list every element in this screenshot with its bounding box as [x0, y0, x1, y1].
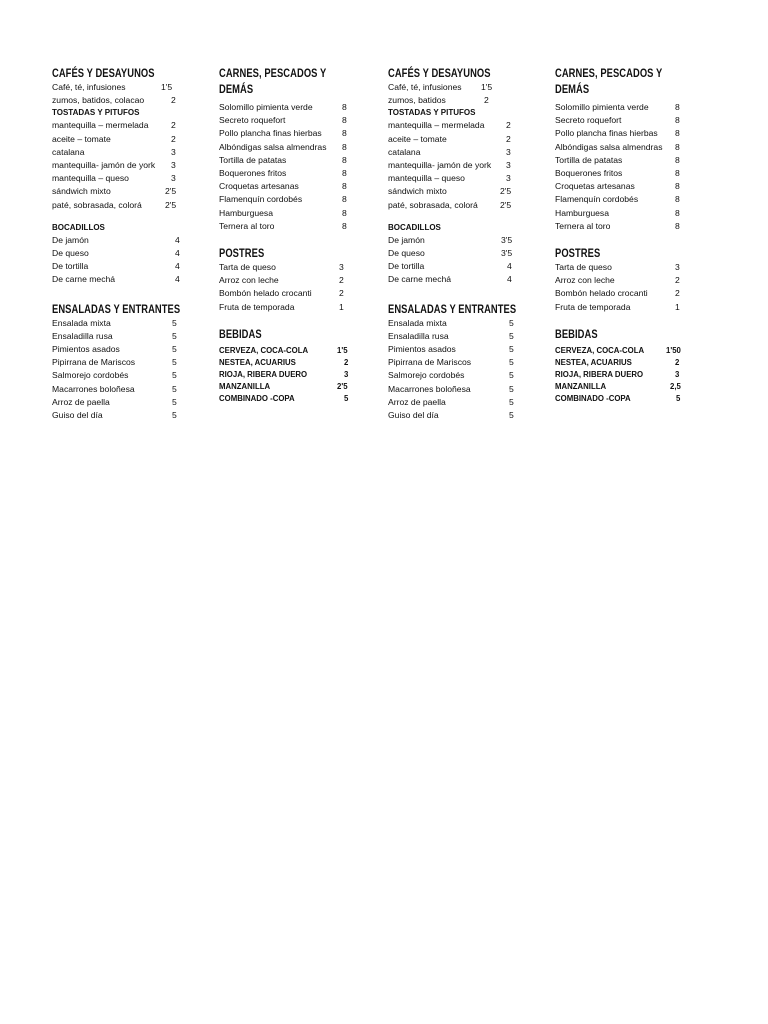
menu-item: Pimientos asados 5 [52, 344, 177, 355]
menu-item: Guiso del día 5 [388, 410, 514, 421]
carnes-list [555, 101, 715, 233]
ensaladas-list [388, 317, 548, 423]
menu-item: mantequilla – queso 3 [52, 173, 176, 184]
bebidas-list [555, 345, 715, 405]
menu-item: NESTEA, ACUARIUS 2 [219, 357, 349, 367]
menu-item: Hamburguesa 8 [219, 207, 347, 218]
menu-item: Bombón helado crocanti 2 [555, 288, 680, 299]
menu-item: De carne mechá 4 [388, 274, 512, 285]
section-title-ensaladas: ENSALADAS Y ENTRANTES [52, 301, 181, 316]
menu-item: zumos, batidos 2 [388, 95, 489, 106]
menu-item: Ensaladilla rusa 5 [388, 330, 514, 341]
cafes-list [52, 81, 212, 107]
menu-item: Hamburguesa 8 [555, 207, 680, 218]
menu-item: De queso 4 [52, 248, 180, 259]
menu-item: Ternera al toro 8 [219, 220, 347, 231]
menu-item: Pipirrana de Mariscos 5 [388, 357, 514, 368]
menu-item: Secreto roquefort 8 [219, 115, 347, 126]
menu-item: Ternera al toro 8 [555, 220, 680, 231]
carnes-list [219, 101, 379, 233]
section-title-postres: POSTRES [219, 246, 265, 261]
menu-item: catalana 3 [388, 146, 511, 157]
section-title-carnes: CARNES, PESCADOS Y DEMÁS [219, 66, 327, 96]
ensaladas-list [52, 317, 212, 423]
menu-item: zumos, batidos, colacao 2 [52, 95, 176, 106]
menu-item: Boquerones fritos 8 [219, 168, 347, 179]
section-title-bocadillos: BOCADILLOS [52, 222, 105, 232]
section-title-carnes: CARNES, PESCADOS Y DEMÁS [555, 66, 663, 96]
section-title-tostadas: TOSTADAS Y PITUFOS [388, 108, 476, 118]
menu-item: sándwich mixto 2'5 [388, 186, 512, 197]
menu-item: COMBINADO -COPA 5 [555, 393, 681, 403]
menu-item: CERVEZA, COCA-COLA 1'5 [219, 345, 348, 355]
menu-item: Albóndigas salsa almendras 8 [555, 141, 680, 152]
menu-item: mantequilla- jamón de york 3 [388, 160, 511, 171]
menu-item: De jamón 4 [52, 234, 180, 245]
menu-column-2 [219, 65, 379, 405]
section-title-ensaladas: ENSALADAS Y ENTRANTES [388, 301, 517, 316]
menu-item: Guiso del día 5 [52, 410, 177, 421]
menu-item: MANZANILLA 2,5 [555, 381, 681, 391]
menu-item: mantequilla – mermelada 2 [388, 120, 511, 131]
menu-item: Croquetas artesanas 8 [219, 181, 347, 192]
menu-item: Pollo plancha finas hierbas 8 [555, 128, 680, 139]
menu-item: Salmorejo cordobés 5 [388, 370, 514, 381]
menu-item: Boquerones fritos 8 [555, 168, 680, 179]
menu-item: Pollo plancha finas hierbas 8 [219, 128, 347, 139]
menu-item: Café, té, infusiones 1'5 [52, 82, 173, 92]
menu-item: Ensalada mixta 5 [52, 317, 177, 328]
postres-list [555, 261, 715, 314]
menu-item: Fruta de temporada 1 [219, 301, 344, 312]
menu-item: paté, sobrasada, colorá 2'5 [52, 199, 177, 210]
section-title-tostadas: TOSTADAS Y PITUFOS [52, 108, 140, 118]
menu-item: Solomillo pimienta verde 8 [219, 102, 347, 112]
menu-item: Arroz de paella 5 [52, 396, 177, 407]
menu-column-1 [52, 65, 212, 422]
section-title-cafes: CAFÉS Y DESAYUNOS [52, 66, 155, 80]
menu-item: Tarta de queso 3 [555, 262, 680, 273]
menu-item: mantequilla – queso 3 [388, 173, 511, 184]
menu-item: CERVEZA, COCA-COLA 1'50 [555, 345, 681, 355]
menu-item: Secreto roquefort 8 [555, 115, 680, 126]
menu-item: MANZANILLA 2'5 [219, 381, 348, 391]
menu-item: mantequilla- jamón de york 3 [52, 160, 176, 171]
menu-item: Croquetas artesanas 8 [555, 181, 680, 192]
section-title-cafes: CAFÉS Y DESAYUNOS [388, 66, 491, 80]
menu-item: Arroz con leche 2 [555, 275, 680, 286]
menu-item: aceite – tomate 2 [388, 133, 511, 144]
menu-item: Arroz con leche 2 [219, 275, 344, 286]
cafes-list [388, 81, 548, 107]
menu-item: De tortilla 4 [52, 261, 180, 272]
menu-item: paté, sobrasada, colorá 2'5 [388, 199, 512, 210]
bocadillos-list [388, 234, 548, 287]
section-title-bebidas: BEBIDAS [219, 326, 262, 341]
menu-item: Fruta de temporada 1 [555, 301, 680, 312]
menu-item: Solomillo pimienta verde 8 [555, 102, 680, 112]
tostadas-list [388, 119, 548, 211]
menu-item: Tortilla de patatas 8 [555, 154, 680, 165]
menu-item: mantequilla – mermelada 2 [52, 120, 176, 131]
menu-item: Ensaladilla rusa 5 [52, 330, 177, 341]
menu-item: aceite – tomate 2 [52, 133, 176, 144]
menu-item: Tarta de queso 3 [219, 262, 344, 273]
menu-item: Salmorejo cordobés 5 [52, 370, 177, 381]
bebidas-list [219, 345, 379, 405]
menu-column-3 [388, 65, 548, 422]
tostadas-list [52, 119, 212, 211]
menu-item: RIOJA, RIBERA DUERO 3 [219, 369, 349, 379]
menu-item: De tortilla 4 [388, 261, 512, 272]
section-title-bocadillos: BOCADILLOS [388, 222, 441, 232]
menu-item: Ensalada mixta 5 [388, 317, 514, 328]
menu-item: RIOJA, RIBERA DUERO 3 [555, 369, 680, 379]
menu-item: Pipirrana de Mariscos 5 [52, 357, 177, 368]
postres-list [219, 261, 379, 314]
menu-item: Bombón helado crocanti 2 [219, 288, 344, 299]
menu-item: Macarrones boloñesa 5 [388, 383, 514, 394]
section-title-postres: POSTRES [555, 246, 601, 261]
menu-item: Macarrones boloñesa 5 [52, 383, 177, 394]
menu-item: Flamenquín cordobés 8 [219, 194, 347, 205]
menu-item: De carne mechá 4 [52, 274, 180, 285]
menu-item: COMBINADO -COPA 5 [219, 393, 349, 403]
menu-item: catalana 3 [52, 146, 176, 157]
menu-item: Flamenquín cordobés 8 [555, 194, 680, 205]
bocadillos-list [52, 234, 212, 287]
menu-item: sándwich mixto 2'5 [52, 186, 177, 197]
section-title-bebidas: BEBIDAS [555, 326, 598, 341]
menu-item: Arroz de paella 5 [388, 396, 514, 407]
menu-item: Albóndigas salsa almendras 8 [219, 141, 347, 152]
menu-item: Pimientos asados 5 [388, 344, 514, 355]
menu-item: Café, té, infusiones 1'5 [388, 82, 493, 92]
menu-column-4 [555, 65, 715, 405]
menu-item: De queso 3'5 [388, 248, 513, 259]
menu-item: NESTEA, ACUARIUS 2 [555, 357, 680, 367]
menu-item: De jamón 3'5 [388, 234, 513, 245]
menu-item: Tortilla de patatas 8 [219, 154, 347, 165]
